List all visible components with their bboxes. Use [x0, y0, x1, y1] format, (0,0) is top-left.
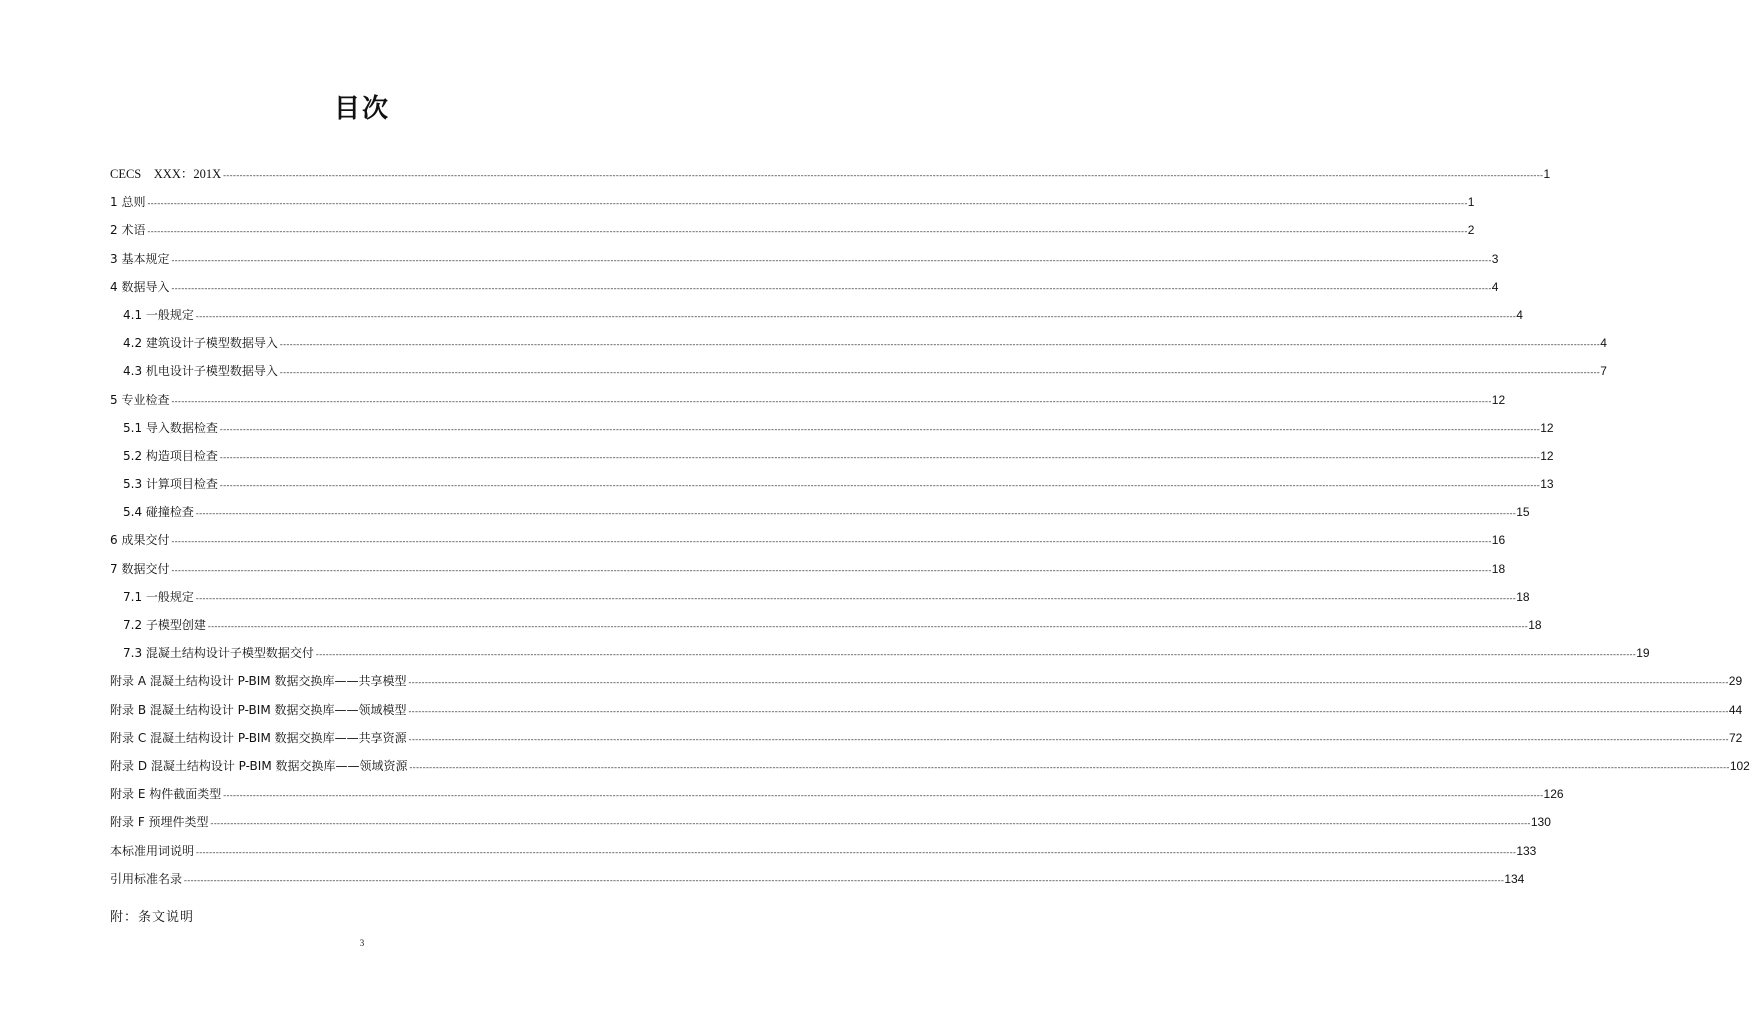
toc-entry-label: 5.3 计算项目检查 — [123, 477, 218, 492]
toc-entry[interactable] — [110, 615, 1542, 643]
toc-entry[interactable] — [110, 671, 1743, 699]
toc-entry[interactable] — [110, 841, 1537, 869]
toc-leader-dashes: ---------------------------------------------------------------------------------------------------------------------------------------------------------------------------------------------------------------------------------------------------------------------------------------------------------------------------------------------------------------------------------------------------------------- — [170, 397, 1491, 407]
toc-entry-label: 5 专业检查 — [110, 392, 170, 407]
toc-entry-page: 133 — [1516, 843, 1537, 858]
toc-entry-label: 5.4 碰撞检查 — [123, 505, 194, 520]
toc-entry-page: 18 — [1491, 561, 1506, 576]
toc-leader-dashes: ---------------------------------------------------------------------------------------------------------------------------------------------------------------------------------------------------------------------------------------------------------------------------------------------------------------------------------------------------------------------------------------------------------------- — [407, 707, 1728, 717]
toc-leader-dashes: ---------------------------------------------------------------------------------------------------------------------------------------------------------------------------------------------------------------------------------------------------------------------------------------------------------------------------------------------------------------------------------------------------------------- — [314, 651, 1636, 661]
toc-entry[interactable] — [110, 164, 1551, 192]
toc-entry-page: 19 — [1636, 646, 1650, 661]
toc-entry[interactable] — [110, 305, 1523, 333]
toc-entry-label: 附录 C 混凝土结构设计 P-BIM 数据交换库——共享资源 — [110, 730, 407, 745]
toc-leader-dashes: ---------------------------------------------------------------------------------------------------------------------------------------------------------------------------------------------------------------------------------------------------------------------------------------------------------------------------------------------------------------------------------------------------------------- — [222, 792, 1543, 802]
toc-entry-page: 13 — [1540, 477, 1554, 492]
toc-entry-page: 12 — [1540, 420, 1554, 435]
toc-entry-label: 引用标准名录 — [110, 871, 183, 886]
toc-entry-label: 7 数据交付 — [110, 561, 170, 576]
toc-leader-dashes: ---------------------------------------------------------------------------------------------------------------------------------------------------------------------------------------------------------------------------------------------------------------------------------------------------------------------------------------------------------------------------------------------------------------- — [194, 594, 1516, 604]
toc-leader-dashes: ---------------------------------------------------------------------------------------------------------------------------------------------------------------------------------------------------------------------------------------------------------------------------------------------------------------------------------------------------------------------------------------------------------------- — [170, 538, 1491, 548]
toc-leader-dashes: ---------------------------------------------------------------------------------------------------------------------------------------------------------------------------------------------------------------------------------------------------------------------------------------------------------------------------------------------------------------------------------------------------------------- — [407, 679, 1728, 689]
toc-entry[interactable] — [110, 192, 1475, 220]
toc-entry-page: 4 — [1516, 307, 1523, 322]
toc-entry-page: 44 — [1728, 702, 1743, 717]
toc-leader-dashes: ---------------------------------------------------------------------------------------------------------------------------------------------------------------------------------------------------------------------------------------------------------------------------------------------------------------------------------------------------------------------------------------------------------------- — [218, 482, 1540, 492]
toc-leader-dashes: ---------------------------------------------------------------------------------------------------------------------------------------------------------------------------------------------------------------------------------------------------------------------------------------------------------------------------------------------------------------------------------------------------------------- — [146, 228, 1467, 238]
toc-entry-page: 72 — [1728, 730, 1743, 745]
toc-entry[interactable] — [110, 559, 1506, 587]
toc-entry[interactable] — [110, 530, 1506, 558]
toc-entry-label: 5.1 导入数据检查 — [123, 420, 218, 435]
toc-leader-dashes: ---------------------------------------------------------------------------------------------------------------------------------------------------------------------------------------------------------------------------------------------------------------------------------------------------------------------------------------------------------------------------------------------------------------- — [146, 200, 1467, 210]
toc-entry-page: 4 — [1491, 279, 1499, 294]
toc-leader-dashes: ---------------------------------------------------------------------------------------------------------------------------------------------------------------------------------------------------------------------------------------------------------------------------------------------------------------------------------------------------------------------------------------------------------------- — [278, 341, 1600, 351]
toc-entry-label: 附录 A 混凝土结构设计 P-BIM 数据交换库——共享模型 — [110, 674, 407, 689]
toc-entry-page: 102 — [1729, 758, 1750, 773]
toc-entry-label: 附录 B 混凝土结构设计 P-BIM 数据交换库——领域模型 — [110, 702, 407, 717]
toc-leader-dashes: ---------------------------------------------------------------------------------------------------------------------------------------------------------------------------------------------------------------------------------------------------------------------------------------------------------------------------------------------------------------------------------------------------------------- — [183, 876, 1504, 886]
toc-entry-page: 134 — [1504, 871, 1525, 886]
toc-entry-page: 130 — [1530, 815, 1551, 830]
toc-entry[interactable] — [110, 643, 1650, 671]
toc-entry-label: 3 基本规定 — [110, 251, 170, 266]
toc-entry-page: 12 — [1540, 448, 1554, 463]
toc-entry[interactable] — [110, 361, 1607, 389]
toc-entry-page: 3 — [1491, 251, 1499, 266]
toc-entry[interactable] — [110, 249, 1499, 277]
toc-leader-dashes: ---------------------------------------------------------------------------------------------------------------------------------------------------------------------------------------------------------------------------------------------------------------------------------------------------------------------------------------------------------------------------------------------------------------- — [195, 848, 1516, 858]
toc-entry-page: 18 — [1516, 589, 1530, 604]
toc-entry[interactable] — [110, 728, 1743, 756]
toc-entry-label: 本标准用词说明 — [110, 843, 195, 858]
toc-entry-label: 5.2 构造项目检查 — [123, 448, 218, 463]
toc-entry-label: CECS XXX：201X — [110, 167, 222, 181]
toc-leader-dashes: ---------------------------------------------------------------------------------------------------------------------------------------------------------------------------------------------------------------------------------------------------------------------------------------------------------------------------------------------------------------------------------------------------------------- — [170, 566, 1491, 576]
toc-entry[interactable] — [110, 756, 1750, 784]
toc-entry[interactable] — [110, 390, 1506, 418]
toc-entry-label: 7.1 一般规定 — [123, 589, 194, 604]
toc-entry-page: 1 — [1543, 167, 1551, 181]
toc-leader-dashes: ---------------------------------------------------------------------------------------------------------------------------------------------------------------------------------------------------------------------------------------------------------------------------------------------------------------------------------------------------------------------------------------------------------------- — [170, 284, 1491, 294]
toc-entry-label: 4 数据导入 — [110, 279, 170, 294]
toc-leader-dashes: ---------------------------------------------------------------------------------------------------------------------------------------------------------------------------------------------------------------------------------------------------------------------------------------------------------------------------------------------------------------------------------------------------------------- — [218, 425, 1540, 435]
toc-entry[interactable] — [110, 784, 1564, 812]
toc-entry-label: 7.3 混凝土结构设计子模型数据交付 — [123, 646, 314, 661]
toc-entry[interactable] — [110, 220, 1475, 248]
toc-entry[interactable] — [110, 700, 1743, 728]
toc-entry-label: 附录 E 构件截面类型 — [110, 787, 222, 802]
toc-leader-dashes: ---------------------------------------------------------------------------------------------------------------------------------------------------------------------------------------------------------------------------------------------------------------------------------------------------------------------------------------------------------------------------------------------------------------- — [408, 763, 1729, 773]
toc-leader-dashes: ---------------------------------------------------------------------------------------------------------------------------------------------------------------------------------------------------------------------------------------------------------------------------------------------------------------------------------------------------------------------------------------------------------------- — [218, 453, 1540, 463]
toc-entry[interactable] — [110, 869, 1525, 897]
toc-entry[interactable] — [110, 277, 1499, 305]
toc-entry-page: 2 — [1467, 223, 1475, 238]
toc-entry[interactable] — [110, 812, 1551, 840]
toc-entry-label: 7.2 子模型创建 — [123, 618, 206, 632]
toc-entry-label: 2 术语 — [110, 223, 146, 238]
toc-leader-dashes: ---------------------------------------------------------------------------------------------------------------------------------------------------------------------------------------------------------------------------------------------------------------------------------------------------------------------------------------------------------------------------------------------------------------- — [206, 623, 1528, 632]
toc-entry-page: 12 — [1491, 392, 1506, 407]
toc-entry-page: 15 — [1516, 505, 1530, 520]
toc-leader-dashes: ---------------------------------------------------------------------------------------------------------------------------------------------------------------------------------------------------------------------------------------------------------------------------------------------------------------------------------------------------------------------------------------------------------------- — [222, 172, 1543, 181]
toc-entry-page: 18 — [1528, 618, 1542, 632]
toc-entry-page: 1 — [1467, 195, 1475, 210]
toc-entry-page: 29 — [1728, 674, 1743, 689]
page-title: 目次 — [333, 94, 390, 124]
toc-entry[interactable] — [110, 587, 1530, 615]
appendix-note: 附：条文说明 — [110, 910, 195, 925]
toc-entry[interactable] — [110, 446, 1554, 474]
toc-entry-page: 126 — [1543, 787, 1564, 802]
toc-leader-dashes: ---------------------------------------------------------------------------------------------------------------------------------------------------------------------------------------------------------------------------------------------------------------------------------------------------------------------------------------------------------------------------------------------------------------- — [170, 256, 1491, 266]
toc-entry-label: 附录 F 预埋件类型 — [110, 815, 209, 830]
toc-entry-label: 4.2 建筑设计子模型数据导入 — [123, 336, 278, 351]
toc-leader-dashes: ---------------------------------------------------------------------------------------------------------------------------------------------------------------------------------------------------------------------------------------------------------------------------------------------------------------------------------------------------------------------------------------------------------------- — [278, 369, 1600, 379]
toc-entry[interactable] — [110, 502, 1530, 530]
toc-entry-label: 4.1 一般规定 — [123, 307, 194, 322]
toc-entry-label: 附录 D 混凝土结构设计 P-BIM 数据交换库——领域资源 — [110, 758, 408, 773]
toc-entry-label: 1 总则 — [110, 195, 146, 210]
toc-entry-page: 7 — [1600, 364, 1607, 379]
toc-entry-label: 4.3 机电设计子模型数据导入 — [123, 364, 278, 379]
toc-entry[interactable] — [110, 333, 1607, 361]
toc-leader-dashes: ---------------------------------------------------------------------------------------------------------------------------------------------------------------------------------------------------------------------------------------------------------------------------------------------------------------------------------------------------------------------------------------------------------------- — [194, 312, 1516, 322]
toc-leader-dashes: ---------------------------------------------------------------------------------------------------------------------------------------------------------------------------------------------------------------------------------------------------------------------------------------------------------------------------------------------------------------------------------------------------------------- — [194, 510, 1516, 520]
toc-entry[interactable] — [110, 474, 1554, 502]
toc-entry-page: 4 — [1600, 336, 1607, 351]
page-number: 3 — [359, 938, 365, 948]
toc-entry[interactable] — [110, 418, 1554, 446]
table-of-contents — [110, 164, 1750, 897]
toc-leader-dashes: ---------------------------------------------------------------------------------------------------------------------------------------------------------------------------------------------------------------------------------------------------------------------------------------------------------------------------------------------------------------------------------------------------------------- — [209, 820, 1530, 830]
toc-entry-page: 16 — [1491, 533, 1506, 548]
toc-leader-dashes: ---------------------------------------------------------------------------------------------------------------------------------------------------------------------------------------------------------------------------------------------------------------------------------------------------------------------------------------------------------------------------------------------------------------- — [407, 735, 1728, 745]
toc-entry-label: 6 成果交付 — [110, 533, 170, 548]
